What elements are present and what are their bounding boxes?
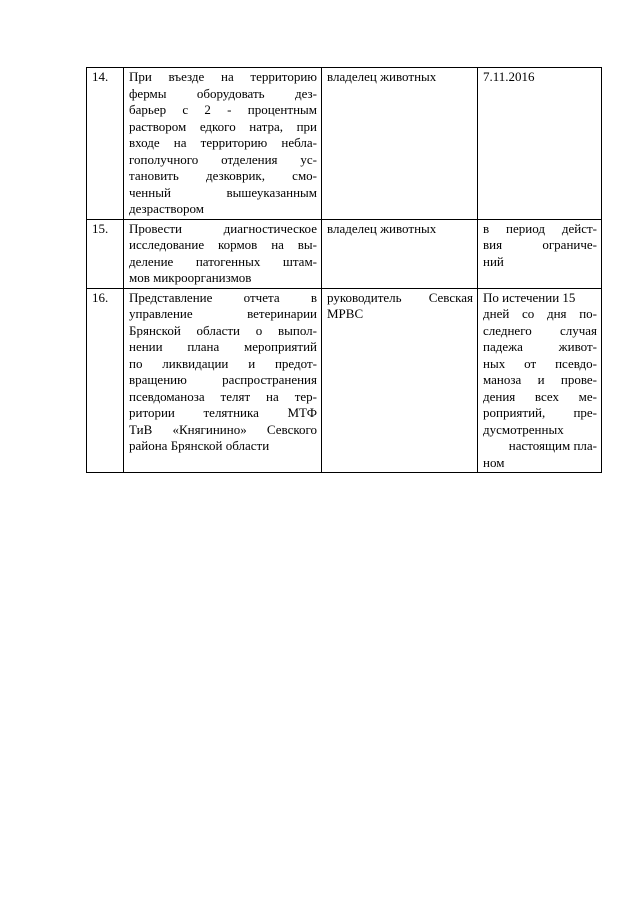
measure-cell [124,288,322,473]
responsible-line: владелец животных [327,69,437,84]
row-number: 15. [87,219,124,288]
deadline-line: следнего случая [483,322,597,338]
measure-line: тановить дезковрик, смо- [129,168,317,183]
deadline-line: ных от псевдо- [483,355,597,371]
responsible-line: руководитель Севская [327,289,473,305]
measure-line: мов микроорганизмов [129,270,252,285]
deadline-line: ном [483,454,505,470]
measure-line: гополучного отделения ус- [129,151,317,167]
measure-line: вращению распространения [129,372,317,387]
deadline-line: По истечении 15 [483,289,576,305]
table-row [87,219,602,288]
deadline-line: настоящим пла- [508,438,597,453]
measure-cell [124,219,322,288]
deadline-line: 7.11.2016 [483,69,535,84]
measure-line: ритории телятника МТФ [129,405,317,420]
measure-line: нении плана мероприятий [129,339,317,354]
deadline-cell [478,68,602,220]
measure-line: исследование кормов на вы- [129,237,317,252]
deadline-line: ний [483,253,504,269]
measure-line: деление патогенных штам- [129,253,317,269]
deadline-line: дения всех ме- [483,388,597,404]
deadline-line: дней со дня по- [483,306,597,321]
deadline-line: падежа живот- [483,339,597,354]
measure-line: ченный вышеуказанным [129,184,317,200]
responsible-cell [322,68,478,220]
measure-line: псевдоманоза телят на тер- [129,388,317,404]
measure-line: по ликвидации и предот- [129,355,317,371]
measure-line: барьер с 2 - процентным [129,102,317,117]
measure-line: раствором едкого натра, при [129,118,317,134]
measure-line: При въезде на территорию [129,69,317,84]
deadline-line: в период дейст- [483,220,597,236]
measure-line: Брянской области о выпол- [129,322,317,338]
responsible-cell [322,219,478,288]
measure-cell [124,68,322,220]
row-number: 14. [87,68,124,220]
measure-line: дезраствором [129,201,204,216]
measure-line: фермы оборудовать дез- [129,85,317,101]
responsible-line: владелец животных [327,220,437,236]
deadline-line: вия ограниче- [483,237,597,252]
measure-line: Представление отчета в [129,289,317,305]
deadline-line: маноза и прове- [483,372,597,387]
measures-table [86,67,602,473]
responsible-line: МРВС [327,306,364,321]
deadline-line: дусмотренных [483,421,564,437]
measure-line: Провести диагностическое [129,220,317,236]
measure-line: входе на территорию небла- [129,135,317,150]
row-number: 16. [87,288,124,473]
table-row [87,288,602,473]
measure-line: ТиВ «Княгинино» Севского [129,421,317,437]
deadline-cell [478,288,602,473]
responsible-cell [322,288,478,473]
measure-line: района Брянской области [129,438,270,453]
deadline-line: роприятий, пре- [483,405,597,420]
deadline-cell [478,219,602,288]
table-row [87,68,602,220]
measure-line: управление ветеринарии [129,306,317,321]
